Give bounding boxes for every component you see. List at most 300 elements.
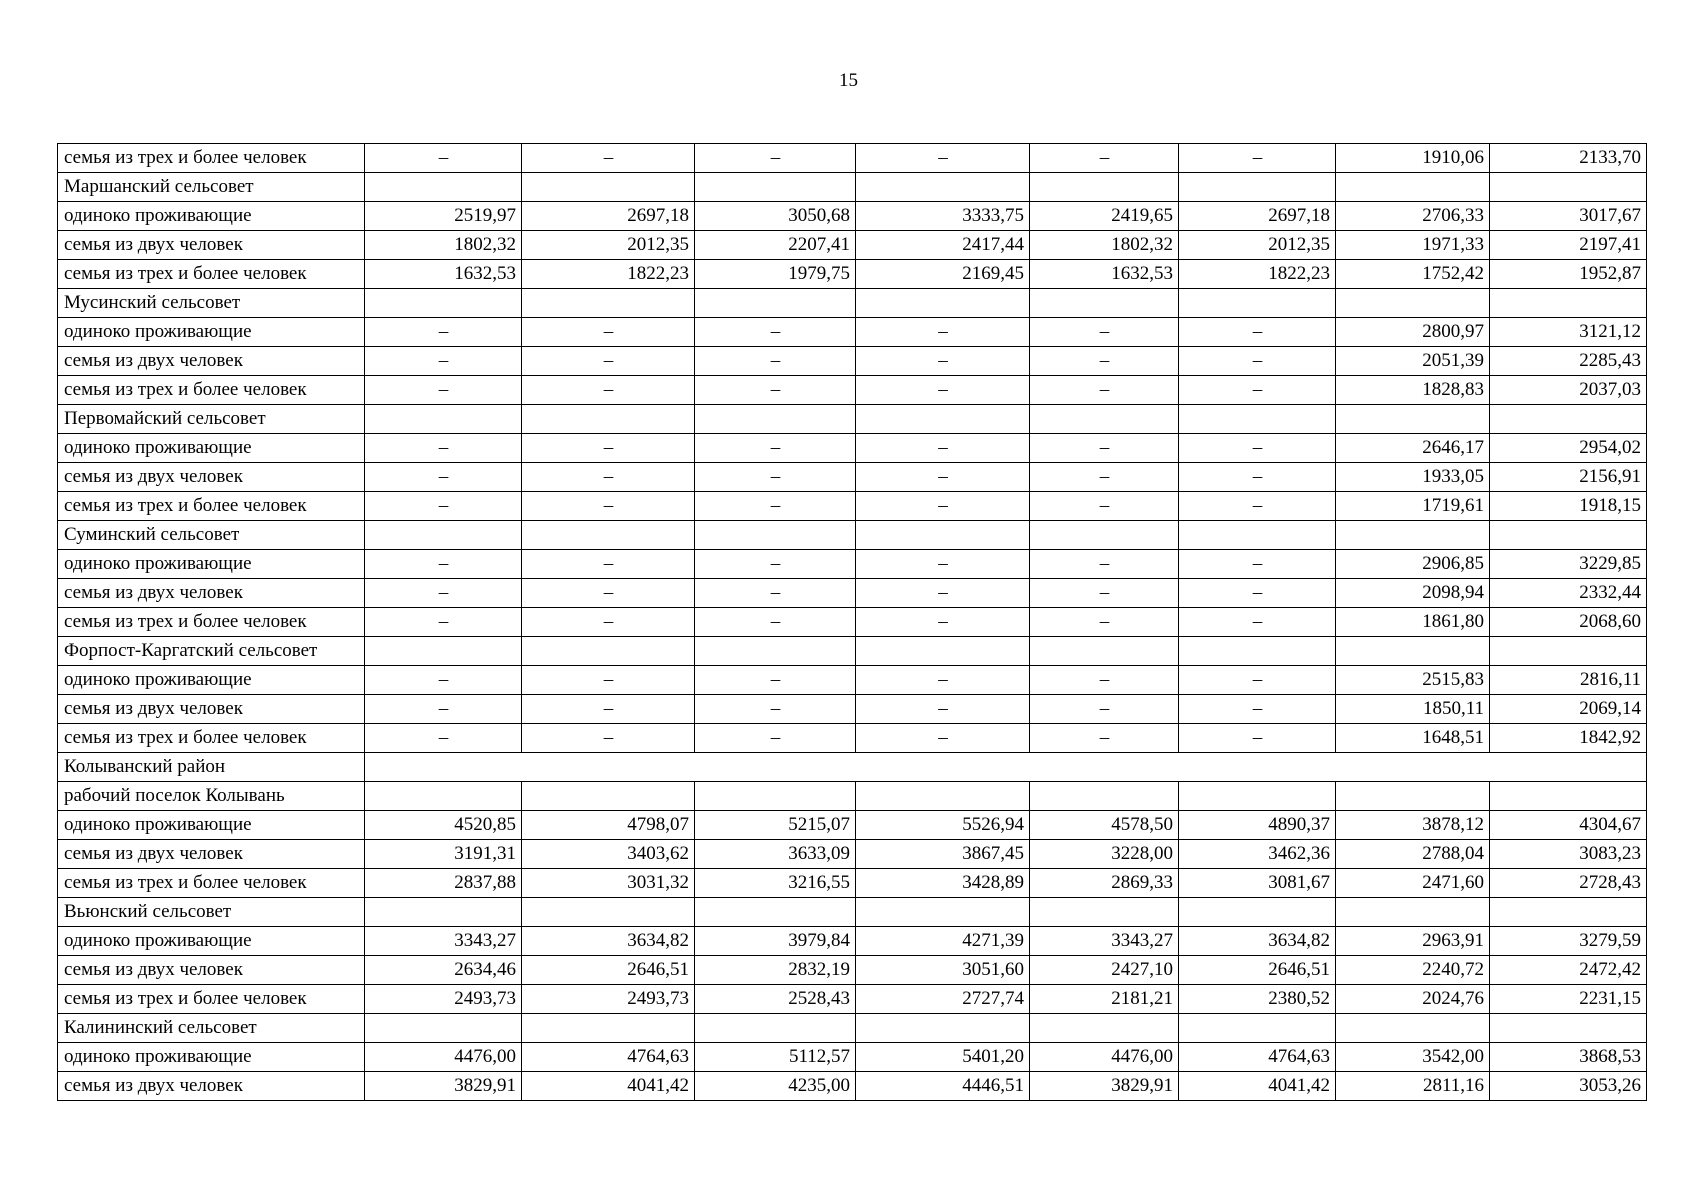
table-cell: 4890,37 bbox=[1179, 811, 1336, 840]
table-cell: 4764,63 bbox=[522, 1043, 695, 1072]
table-cell: – bbox=[695, 347, 856, 376]
table-cell: 2098,94 bbox=[1336, 579, 1490, 608]
empty-cell bbox=[522, 173, 695, 202]
table-row bbox=[58, 840, 1647, 869]
settlement-name: Форпост-Каргатский сельсовет bbox=[58, 637, 365, 666]
table-cell: 2706,33 bbox=[1336, 202, 1490, 231]
table-cell: 3050,68 bbox=[695, 202, 856, 231]
table-cell: – bbox=[522, 608, 695, 637]
table-cell: – bbox=[856, 666, 1030, 695]
table-cell: – bbox=[522, 579, 695, 608]
empty-cell bbox=[1030, 1014, 1179, 1043]
empty-cell bbox=[522, 289, 695, 318]
empty-cell bbox=[522, 637, 695, 666]
table-cell: 3979,84 bbox=[695, 927, 856, 956]
table-cell: – bbox=[856, 608, 1030, 637]
empty-cell bbox=[1179, 782, 1336, 811]
table-row bbox=[58, 608, 1647, 637]
table-cell: 2646,51 bbox=[522, 956, 695, 985]
table-cell: 1979,75 bbox=[695, 260, 856, 289]
table-cell: – bbox=[695, 666, 856, 695]
table-cell: 1822,23 bbox=[522, 260, 695, 289]
table-cell: 3829,91 bbox=[365, 1072, 522, 1101]
table-cell: – bbox=[365, 492, 522, 521]
empty-cell bbox=[1490, 782, 1647, 811]
table-cell: – bbox=[856, 347, 1030, 376]
table-cell: 2646,17 bbox=[1336, 434, 1490, 463]
table-cell: – bbox=[1179, 695, 1336, 724]
settlement-row bbox=[58, 637, 1647, 666]
empty-cell bbox=[1490, 637, 1647, 666]
table-row bbox=[58, 956, 1647, 985]
table-cell: – bbox=[522, 492, 695, 521]
page-number: 15 bbox=[839, 70, 858, 91]
table-cell: 2419,65 bbox=[1030, 202, 1179, 231]
table-cell: 3121,12 bbox=[1490, 318, 1647, 347]
settlement-name: Суминский сельсовет bbox=[58, 521, 365, 550]
table-cell: 4578,50 bbox=[1030, 811, 1179, 840]
table-cell: 3878,12 bbox=[1336, 811, 1490, 840]
table-cell: 4520,85 bbox=[365, 811, 522, 840]
empty-cell bbox=[522, 521, 695, 550]
table-cell: – bbox=[365, 376, 522, 405]
table-cell: 2963,91 bbox=[1336, 927, 1490, 956]
empty-cell bbox=[1336, 637, 1490, 666]
table-cell: 4764,63 bbox=[1179, 1043, 1336, 1072]
table-row bbox=[58, 347, 1647, 376]
table-cell: 2697,18 bbox=[522, 202, 695, 231]
empty-cell bbox=[856, 173, 1030, 202]
table-cell: – bbox=[522, 463, 695, 492]
table-row bbox=[58, 927, 1647, 956]
table-cell: – bbox=[522, 144, 695, 173]
row-label: семья из двух человек bbox=[58, 231, 365, 260]
empty-cell bbox=[856, 1014, 1030, 1043]
table-row bbox=[58, 695, 1647, 724]
table-cell: – bbox=[695, 492, 856, 521]
table-cell: – bbox=[1030, 550, 1179, 579]
empty-cell bbox=[1490, 289, 1647, 318]
table-cell: – bbox=[1179, 434, 1336, 463]
table-cell: 4476,00 bbox=[1030, 1043, 1179, 1072]
table-cell: – bbox=[522, 695, 695, 724]
table-cell: – bbox=[522, 318, 695, 347]
empty-cell bbox=[1030, 521, 1179, 550]
table-cell: 3191,31 bbox=[365, 840, 522, 869]
table-cell: – bbox=[856, 695, 1030, 724]
table-cell: 3228,00 bbox=[1030, 840, 1179, 869]
table-cell: 2528,43 bbox=[695, 985, 856, 1014]
table-cell: – bbox=[365, 434, 522, 463]
table-cell: 1802,32 bbox=[1030, 231, 1179, 260]
table-cell: 1828,83 bbox=[1336, 376, 1490, 405]
row-label: семья из двух человек bbox=[58, 840, 365, 869]
table-cell: 2012,35 bbox=[522, 231, 695, 260]
table-cell: 4041,42 bbox=[522, 1072, 695, 1101]
table-cell: 2417,44 bbox=[856, 231, 1030, 260]
settlement-row bbox=[58, 782, 1647, 811]
row-label: семья из двух человек bbox=[58, 956, 365, 985]
settlement-name: Вьюнский сельсовет bbox=[58, 898, 365, 927]
table-cell: – bbox=[1179, 666, 1336, 695]
empty-cell bbox=[365, 1014, 522, 1043]
table-cell: 2646,51 bbox=[1179, 956, 1336, 985]
table-cell: – bbox=[365, 318, 522, 347]
table-row bbox=[58, 376, 1647, 405]
table-cell: 2169,45 bbox=[856, 260, 1030, 289]
row-label: семья из двух человек bbox=[58, 695, 365, 724]
row-label: одиноко проживающие bbox=[58, 927, 365, 956]
table-row bbox=[58, 985, 1647, 1014]
empty-cell bbox=[522, 782, 695, 811]
table-cell: – bbox=[695, 144, 856, 173]
row-label: одиноко проживающие bbox=[58, 434, 365, 463]
table-cell: 2493,73 bbox=[365, 985, 522, 1014]
table-cell: 3633,09 bbox=[695, 840, 856, 869]
table-cell: – bbox=[1030, 608, 1179, 637]
row-label: семья из двух человек bbox=[58, 347, 365, 376]
table-cell: 2285,43 bbox=[1490, 347, 1647, 376]
table-cell: – bbox=[1030, 434, 1179, 463]
table-cell: – bbox=[1030, 492, 1179, 521]
empty-cell bbox=[1336, 405, 1490, 434]
table-cell: – bbox=[365, 550, 522, 579]
table-cell: – bbox=[522, 347, 695, 376]
table-cell: – bbox=[1179, 550, 1336, 579]
table-cell: 2634,46 bbox=[365, 956, 522, 985]
table-cell: 3279,59 bbox=[1490, 927, 1647, 956]
empty-cell bbox=[1336, 1014, 1490, 1043]
table-cell: 3829,91 bbox=[1030, 1072, 1179, 1101]
table-cell: – bbox=[1030, 376, 1179, 405]
empty-cell bbox=[1179, 898, 1336, 927]
row-label: семья из двух человек bbox=[58, 579, 365, 608]
row-label: одиноко проживающие bbox=[58, 318, 365, 347]
table-cell: – bbox=[856, 550, 1030, 579]
empty-cell bbox=[1030, 405, 1179, 434]
table-cell: 3081,67 bbox=[1179, 869, 1336, 898]
table-cell: 4235,00 bbox=[695, 1072, 856, 1101]
table-cell: 5112,57 bbox=[695, 1043, 856, 1072]
empty-cell bbox=[695, 289, 856, 318]
table-cell: – bbox=[1030, 463, 1179, 492]
table-cell: – bbox=[695, 318, 856, 347]
table-row bbox=[58, 1043, 1647, 1072]
tariff-table bbox=[57, 143, 1647, 1101]
table-cell: – bbox=[695, 724, 856, 753]
table-cell: 4041,42 bbox=[1179, 1072, 1336, 1101]
table-cell: – bbox=[695, 463, 856, 492]
table-cell: – bbox=[856, 144, 1030, 173]
table-cell: 5526,94 bbox=[856, 811, 1030, 840]
table-cell: 2800,97 bbox=[1336, 318, 1490, 347]
table-cell: – bbox=[695, 579, 856, 608]
empty-cell bbox=[1030, 289, 1179, 318]
empty-cell bbox=[1030, 173, 1179, 202]
table-cell: 1648,51 bbox=[1336, 724, 1490, 753]
table-cell: – bbox=[856, 579, 1030, 608]
table-cell: 3229,85 bbox=[1490, 550, 1647, 579]
table-cell: – bbox=[1179, 579, 1336, 608]
row-label: семья из двух человек bbox=[58, 1072, 365, 1101]
table-cell: 2869,33 bbox=[1030, 869, 1179, 898]
empty-cell bbox=[1336, 898, 1490, 927]
table-cell: – bbox=[365, 579, 522, 608]
table-row bbox=[58, 318, 1647, 347]
empty-cell bbox=[522, 898, 695, 927]
table-cell: 2037,03 bbox=[1490, 376, 1647, 405]
table-cell: 3216,55 bbox=[695, 869, 856, 898]
table-cell: – bbox=[365, 463, 522, 492]
table-cell: 2332,44 bbox=[1490, 579, 1647, 608]
row-label: семья из трех и более человек bbox=[58, 724, 365, 753]
tariff-table-body bbox=[58, 144, 1647, 1101]
table-cell: – bbox=[1179, 463, 1336, 492]
row-label: семья из трех и более человек bbox=[58, 869, 365, 898]
empty-cell bbox=[1336, 289, 1490, 318]
empty-cell bbox=[856, 521, 1030, 550]
table-cell: – bbox=[522, 666, 695, 695]
table-cell: – bbox=[695, 550, 856, 579]
table-cell: 3017,67 bbox=[1490, 202, 1647, 231]
table-cell: – bbox=[1030, 144, 1179, 173]
empty-cell bbox=[695, 637, 856, 666]
empty-cell bbox=[365, 637, 522, 666]
table-cell: 3403,62 bbox=[522, 840, 695, 869]
table-cell: 2906,85 bbox=[1336, 550, 1490, 579]
row-label: одиноко проживающие bbox=[58, 811, 365, 840]
table-cell: 2207,41 bbox=[695, 231, 856, 260]
settlement-name: Маршанский сельсовет bbox=[58, 173, 365, 202]
table-row bbox=[58, 434, 1647, 463]
table-cell: – bbox=[856, 318, 1030, 347]
table-cell: 2472,42 bbox=[1490, 956, 1647, 985]
table-cell: 3083,23 bbox=[1490, 840, 1647, 869]
table-row bbox=[58, 492, 1647, 521]
table-row bbox=[58, 811, 1647, 840]
table-row bbox=[58, 231, 1647, 260]
row-label: семья из трех и более человек bbox=[58, 492, 365, 521]
table-cell: 4476,00 bbox=[365, 1043, 522, 1072]
settlement-row bbox=[58, 173, 1647, 202]
table-cell: 5215,07 bbox=[695, 811, 856, 840]
empty-cell bbox=[365, 405, 522, 434]
table-row bbox=[58, 550, 1647, 579]
empty-cell bbox=[695, 173, 856, 202]
table-cell: – bbox=[695, 608, 856, 637]
empty-cell bbox=[365, 289, 522, 318]
settlement-row bbox=[58, 289, 1647, 318]
table-cell: – bbox=[365, 608, 522, 637]
table-cell: 2728,43 bbox=[1490, 869, 1647, 898]
empty-cell bbox=[856, 405, 1030, 434]
table-cell: 2697,18 bbox=[1179, 202, 1336, 231]
row-label: семья из трех и более человек bbox=[58, 985, 365, 1014]
table-cell: – bbox=[856, 492, 1030, 521]
empty-cell bbox=[856, 289, 1030, 318]
table-cell: 2954,02 bbox=[1490, 434, 1647, 463]
table-row bbox=[58, 666, 1647, 695]
table-cell: 3343,27 bbox=[1030, 927, 1179, 956]
table-cell: 1822,23 bbox=[1179, 260, 1336, 289]
empty-cell bbox=[695, 782, 856, 811]
table-cell: 2024,76 bbox=[1336, 985, 1490, 1014]
empty-cell bbox=[1030, 782, 1179, 811]
table-cell: 4798,07 bbox=[522, 811, 695, 840]
settlement-row bbox=[58, 898, 1647, 927]
empty-cell bbox=[522, 405, 695, 434]
row-label: одиноко проживающие bbox=[58, 550, 365, 579]
empty-cell bbox=[856, 898, 1030, 927]
settlement-name: Мусинский сельсовет bbox=[58, 289, 365, 318]
table-cell: – bbox=[522, 376, 695, 405]
table-cell: 2197,41 bbox=[1490, 231, 1647, 260]
empty-cell bbox=[1490, 898, 1647, 927]
settlement-row bbox=[58, 521, 1647, 550]
table-cell: 2519,97 bbox=[365, 202, 522, 231]
empty-cell bbox=[1336, 782, 1490, 811]
empty-cell bbox=[695, 405, 856, 434]
empty-cell bbox=[1336, 521, 1490, 550]
district-name: Колыванский район bbox=[58, 753, 365, 782]
table-cell: 3868,53 bbox=[1490, 1043, 1647, 1072]
table-cell: – bbox=[1030, 724, 1179, 753]
table-cell: 1719,61 bbox=[1336, 492, 1490, 521]
table-cell: – bbox=[522, 434, 695, 463]
table-cell: – bbox=[1030, 695, 1179, 724]
empty-cell bbox=[1179, 521, 1336, 550]
empty-cell bbox=[1030, 637, 1179, 666]
table-cell: 1971,33 bbox=[1336, 231, 1490, 260]
table-cell: 2133,70 bbox=[1490, 144, 1647, 173]
table-cell: 3867,45 bbox=[856, 840, 1030, 869]
table-cell: 2427,10 bbox=[1030, 956, 1179, 985]
empty-cell bbox=[1179, 405, 1336, 434]
table-cell: 3634,82 bbox=[1179, 927, 1336, 956]
table-cell: 2832,19 bbox=[695, 956, 856, 985]
table-cell: – bbox=[365, 724, 522, 753]
table-cell: 2727,74 bbox=[856, 985, 1030, 1014]
empty-cell bbox=[1179, 173, 1336, 202]
table-cell: 1910,06 bbox=[1336, 144, 1490, 173]
empty-cell bbox=[1030, 898, 1179, 927]
table-cell: – bbox=[522, 550, 695, 579]
table-cell: – bbox=[856, 463, 1030, 492]
table-cell: 3333,75 bbox=[856, 202, 1030, 231]
row-label: семья из трех и более человек bbox=[58, 608, 365, 637]
table-cell: 2240,72 bbox=[1336, 956, 1490, 985]
row-label: одиноко проживающие bbox=[58, 666, 365, 695]
empty-cell bbox=[695, 898, 856, 927]
table-cell: – bbox=[1030, 318, 1179, 347]
table-cell: 3053,26 bbox=[1490, 1072, 1647, 1101]
table-cell: – bbox=[695, 434, 856, 463]
table-cell: 4446,51 bbox=[856, 1072, 1030, 1101]
table-cell: 2231,15 bbox=[1490, 985, 1647, 1014]
table-cell: – bbox=[1179, 724, 1336, 753]
table-cell: – bbox=[695, 376, 856, 405]
table-cell: 1933,05 bbox=[1336, 463, 1490, 492]
table-cell: 1861,80 bbox=[1336, 608, 1490, 637]
table-cell: 2069,14 bbox=[1490, 695, 1647, 724]
table-row bbox=[58, 260, 1647, 289]
table-cell: – bbox=[1179, 347, 1336, 376]
table-cell: – bbox=[1179, 376, 1336, 405]
empty-cell bbox=[1490, 173, 1647, 202]
table-row bbox=[58, 1072, 1647, 1101]
settlement-row bbox=[58, 1014, 1647, 1043]
table-cell: 5401,20 bbox=[856, 1043, 1030, 1072]
empty-cell bbox=[365, 898, 522, 927]
table-cell: – bbox=[1030, 347, 1179, 376]
table-cell: 3031,32 bbox=[522, 869, 695, 898]
empty-cell bbox=[856, 637, 1030, 666]
table-cell: 1752,42 bbox=[1336, 260, 1490, 289]
table-cell: – bbox=[1179, 492, 1336, 521]
table-cell: 2012,35 bbox=[1179, 231, 1336, 260]
empty-cell bbox=[856, 782, 1030, 811]
table-row bbox=[58, 579, 1647, 608]
settlement-row bbox=[58, 405, 1647, 434]
table-cell: – bbox=[856, 724, 1030, 753]
empty-cell bbox=[1179, 637, 1336, 666]
table-cell: – bbox=[365, 347, 522, 376]
table-row bbox=[58, 869, 1647, 898]
table-cell: 3428,89 bbox=[856, 869, 1030, 898]
empty-cell bbox=[1179, 1014, 1336, 1043]
table-cell: 2156,91 bbox=[1490, 463, 1647, 492]
empty-cell bbox=[522, 1014, 695, 1043]
table-row bbox=[58, 463, 1647, 492]
table-cell: 2493,73 bbox=[522, 985, 695, 1014]
table-cell: 2471,60 bbox=[1336, 869, 1490, 898]
row-label: одиноко проживающие bbox=[58, 202, 365, 231]
table-cell: 4304,67 bbox=[1490, 811, 1647, 840]
row-label: семья из трех и более человек bbox=[58, 260, 365, 289]
empty-cell bbox=[1179, 289, 1336, 318]
table-cell: – bbox=[365, 695, 522, 724]
table-cell: – bbox=[1030, 666, 1179, 695]
merged-empty-cell bbox=[365, 753, 1647, 782]
table-cell: 3462,36 bbox=[1179, 840, 1336, 869]
table-cell: 1802,32 bbox=[365, 231, 522, 260]
table-row bbox=[58, 202, 1647, 231]
table-cell: – bbox=[1179, 608, 1336, 637]
empty-cell bbox=[1490, 521, 1647, 550]
table-cell: 2837,88 bbox=[365, 869, 522, 898]
empty-cell bbox=[1490, 1014, 1647, 1043]
table-cell: – bbox=[365, 666, 522, 695]
empty-cell bbox=[1490, 405, 1647, 434]
table-row bbox=[58, 724, 1647, 753]
table-cell: – bbox=[1179, 318, 1336, 347]
table-cell: 3051,60 bbox=[856, 956, 1030, 985]
table-cell: – bbox=[522, 724, 695, 753]
row-label: одиноко проживающие bbox=[58, 1043, 365, 1072]
table-cell: 2515,83 bbox=[1336, 666, 1490, 695]
table-cell: 2816,11 bbox=[1490, 666, 1647, 695]
settlement-name: Первомайский сельсовет bbox=[58, 405, 365, 434]
table-cell: 2380,52 bbox=[1179, 985, 1336, 1014]
table-cell: 2068,60 bbox=[1490, 608, 1647, 637]
table-cell: 3634,82 bbox=[522, 927, 695, 956]
table-cell: – bbox=[856, 376, 1030, 405]
table-cell: 2811,16 bbox=[1336, 1072, 1490, 1101]
empty-cell bbox=[695, 521, 856, 550]
table-cell: – bbox=[1179, 144, 1336, 173]
table-cell: 3343,27 bbox=[365, 927, 522, 956]
table-cell: 1632,53 bbox=[365, 260, 522, 289]
